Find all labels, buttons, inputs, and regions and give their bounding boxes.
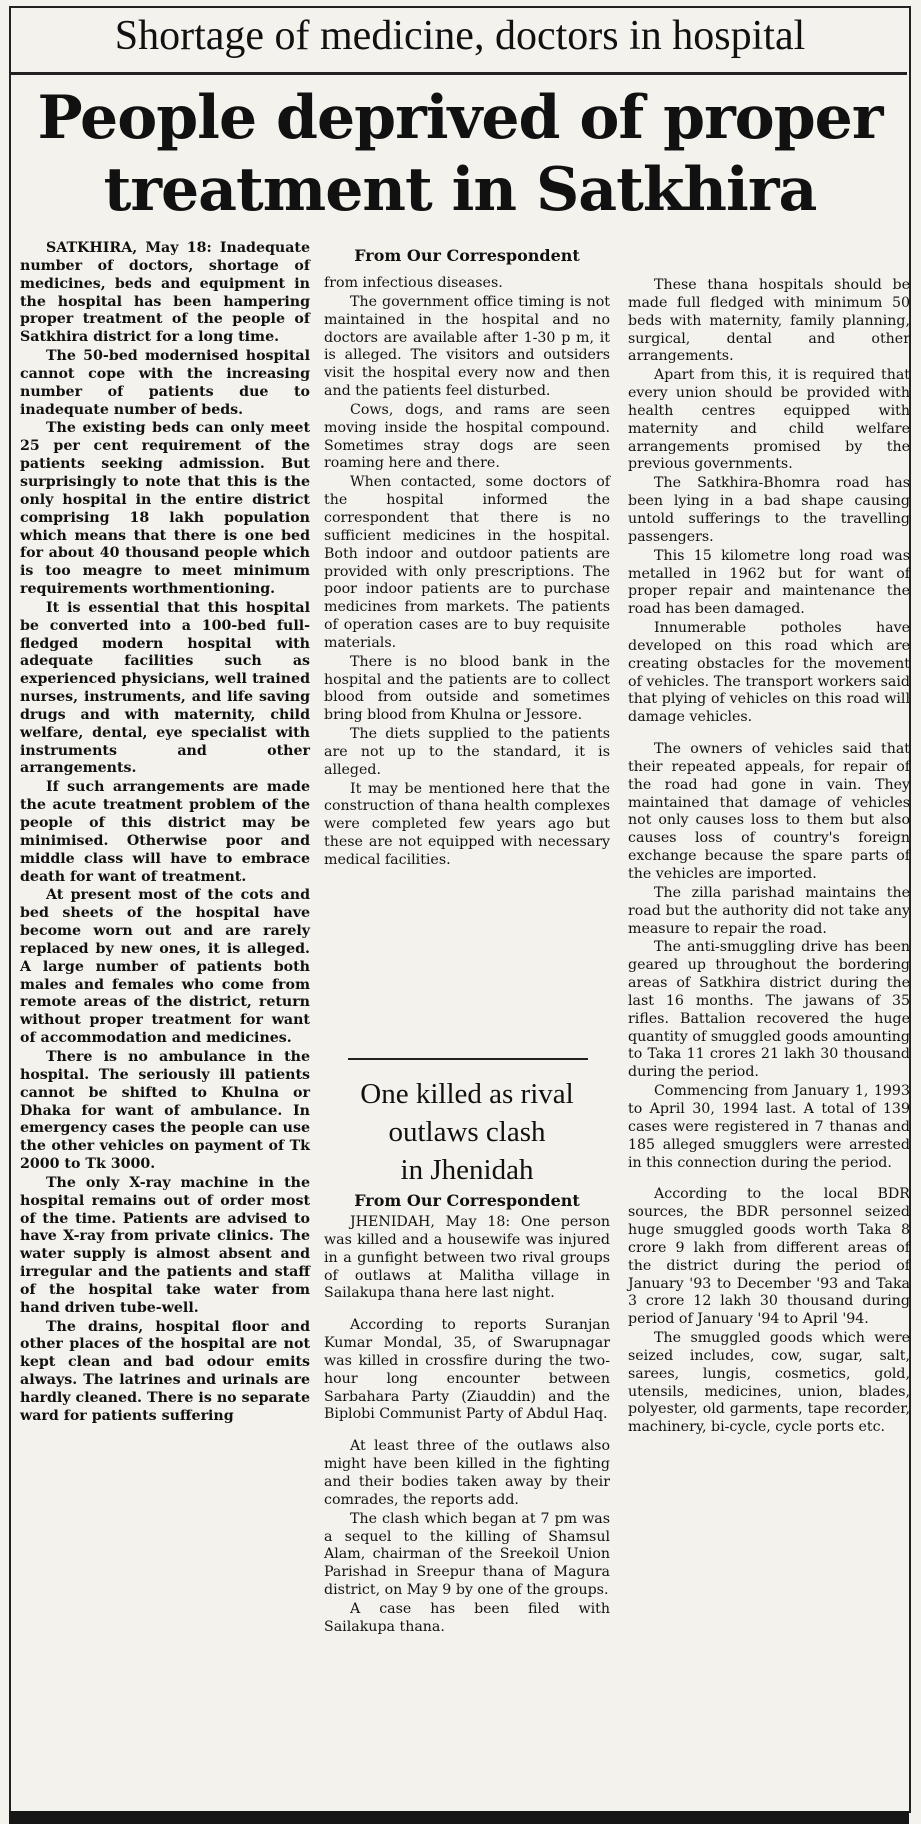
paragraph: The government office timing is not maintained in the hospital and no doctors are available after 1-30 p m, it is alleged. The visitors and outsiders visit the hospital every now and then and the patients feel disturbed. (324, 293, 610, 400)
paragraph: JHENIDAH, May 18: One person was killed and a housewife was injured in a gunfight between two rival groups of outlaws at Malitha village in Sailakupa thana here last night. (324, 1214, 610, 1302)
kicker-divider (11, 72, 907, 75)
paragraph: SATKHIRA, May 18: Inadequate number of doctors, shortage of medicines, beds and equipment in the hospital has been hampering proper treatment of the people of Satkhira district for a long time. (20, 240, 310, 346)
paragraph: According to the local BDR sources, the BDR personnel seized huge smuggled goods worth Taka 8 crore 9 lakh from different areas of the district during the period of January '93 to December '93 and Taka 3 crore 12 lakh 30 thousand during period of January '94 to April '94. (628, 1186, 910, 1328)
paragraph: A case has been filed with Sailakupa thana. (324, 1600, 610, 1635)
paragraph: The 50-bed modernised hospital cannot cope with the increasing number of patients due to inadequate number of beds. (20, 348, 310, 418)
paragraph: There is no ambulance in the hospital. The seriously ill patients cannot be shifted to Khulna or Dhaka for want of ambulance. In emergency cases the people can use the other vehicles on payment of Tk 2000 to Tk 3000. (20, 1048, 310, 1173)
paragraph: If such arrangements are made the acute treatment problem of the people of this district may be minimised. Otherwise poor and middle class will have to embrace death for want of treatment. (20, 779, 310, 885)
paragraph: The Satkhira-Bhomra road has been lying in a bad shape causing untold sufferings to the travelling passengers. (628, 475, 910, 545)
paragraph: The drains, hospital floor and other places of the hospital are not kept clean and bad odour emits always. The latrines and urinals are hardly cleaned. There is no separate ward for patients suffering (20, 1318, 310, 1424)
paragraph: There is no blood bank in the hospital and the patients are to collect blood from outside and sometimes bring blood from Khulna or Jessore. (324, 653, 610, 724)
second-headline (324, 1075, 610, 1189)
paragraph: Innumerable potholes have developed on this road which are creating obstacles for the movement of vehicles. The transport workers said that plying of vehicles on this road will damage vehicles. (628, 620, 910, 726)
paragraph: It is essential that this hospital be converted into a 100-bed full-fledged modern hospital with adequate facilities such as experienced physicians, well trained nurses, instruments, and life saving drugs and with maternity, child welfare, dental, eye specialist with instruments and other arrangements. (20, 599, 310, 777)
paragraph: The diets supplied to the patients are not up to the standard, it is alleged. (324, 726, 610, 778)
headline-line-2: treatment in Satkhira (103, 155, 817, 225)
paragraph: This 15 kilometre long road was metalled in 1962 but for want of proper repair and maintenance the road has been damaged. (628, 547, 910, 618)
headline-line-1: One killed as rival (360, 1078, 574, 1110)
paragraph: At least three of the outlaws also might have been killed in the fighting and their bodies taken away by their comrades, the reports add. (324, 1438, 610, 1508)
paragraph: According to reports Suranjan Kumar Mondal, 35, of Swarupnagar was killed in crossfire during the two-hour long encounter between Sarbahara Party (Ziauddin) and the Biplobi Communist Party of Abdul Haq. (324, 1317, 610, 1423)
paragraph: from infectious diseases. (324, 275, 503, 291)
column-1 (20, 240, 310, 1427)
paragraph: Apart from this, it is required that every union should be provided with health centres equipped with maternity and child welfare arrangements promised by the previous governments. (628, 367, 910, 473)
bottom-border (9, 1811, 909, 1824)
byline: From Our Correspondent (354, 246, 580, 265)
paragraph: When contacted, some doctors of the hospital informed the correspondent that there is no sufficient medicines in the hospital. Both indoor and outdoor patients are provided with only prescriptions. The poor indoor patients are to purchase medicines from markets. The patients of operation cases are to buy requisite materials. (324, 474, 610, 651)
paragraph: The clash which began at 7 pm was a sequel to the killing of Shamsul Alam, chairman of the Sreekoil Union Parishad in Sreepur thana of Magura district, on May 9 by one of the groups. (324, 1510, 610, 1599)
column-2 (324, 275, 610, 871)
paragraph: The zilla parishad maintains the road but the authority did not take any measure to repair the road. (628, 884, 910, 937)
paragraph: The owners of vehicles said that their repeated appeals, for repair of the road had gone in vain. They maintained that damage of vehicles not only causes loss to them but also causes loss of country's foreign exchange because the spare parts of the vehicles are imported. (628, 741, 910, 882)
paragraph: The only X-ray machine in the hospital remains out of order most of the time. Patients are advised to have X-ray from private clinics. The water supply is almost absent and irregular and the patients and staff of the hospital take water from hand driven tube-well. (20, 1174, 310, 1316)
headline-line-2: outlaws clash (388, 1116, 546, 1148)
section-divider (348, 1058, 588, 1060)
paragraph: The existing beds can only meet 25 per cent requirement of the patients seeking admission. But surprisingly to note that this is the only hospital in the entire district comprising 18 lakh population which means that there is one bed for about 40 thousand people which is too meagre to meet minimum requirements worthmentioning. (20, 420, 310, 598)
paragraph: Commencing from January 1, 1993 to April 30, 1994 last. A total of 139 cases were registered in 7 thanas and 185 alleged smugglers were arrested in this connection during the period. (628, 1083, 910, 1171)
headline-line-3: in Jhenidah (400, 1154, 534, 1186)
paragraph: These thana hospitals should be made full fledged with minimum 50 beds with maternity, family planning, surgical, dental and other arrangements. (628, 277, 910, 365)
paragraph: At present most of the cots and bed sheets of the hospital have become worn out and are rarely replaced by new ones, it is alleged. A large number of patients both males and females who come from remote areas of the district, return without proper treatment for want of accommodation and medicines. (20, 887, 310, 1047)
paragraph: It may be mentioned here that the construction of thana health complexes were completed few years ago but these are not equipped with necessary medical facilities. (324, 780, 610, 868)
second-byline: From Our Correspondent (354, 1191, 580, 1210)
second-article-body (324, 1214, 610, 1638)
main-headline (20, 82, 900, 226)
paragraph: The smuggled goods which were seized includes, cow, sugar, salt, sarees, lungis, cosmetics, gold, utensils, medicines, union, blades, polyester, old garments, tape recorder, machinery, bi-cycle, cycle ports etc. (628, 1330, 910, 1436)
kicker-headline: Shortage of medicine, doctors in hospital (114, 13, 806, 59)
headline-line-1: People deprived of proper (37, 83, 883, 153)
paragraph: Cows, dogs, and rams are seen moving inside the hospital compound. Sometimes stray dogs are seen roaming here and there. (324, 401, 610, 472)
column-3 (628, 277, 910, 1438)
paragraph: The anti-smuggling drive has been geared up throughout the bordering areas of Satkhira district during the last 16 months. The jawans of 35 rifles. Battalion recovered the huge quantity of smuggled goods amounting to Taka 11 crores 21 lakh 30 thousand during the period. (628, 939, 910, 1081)
